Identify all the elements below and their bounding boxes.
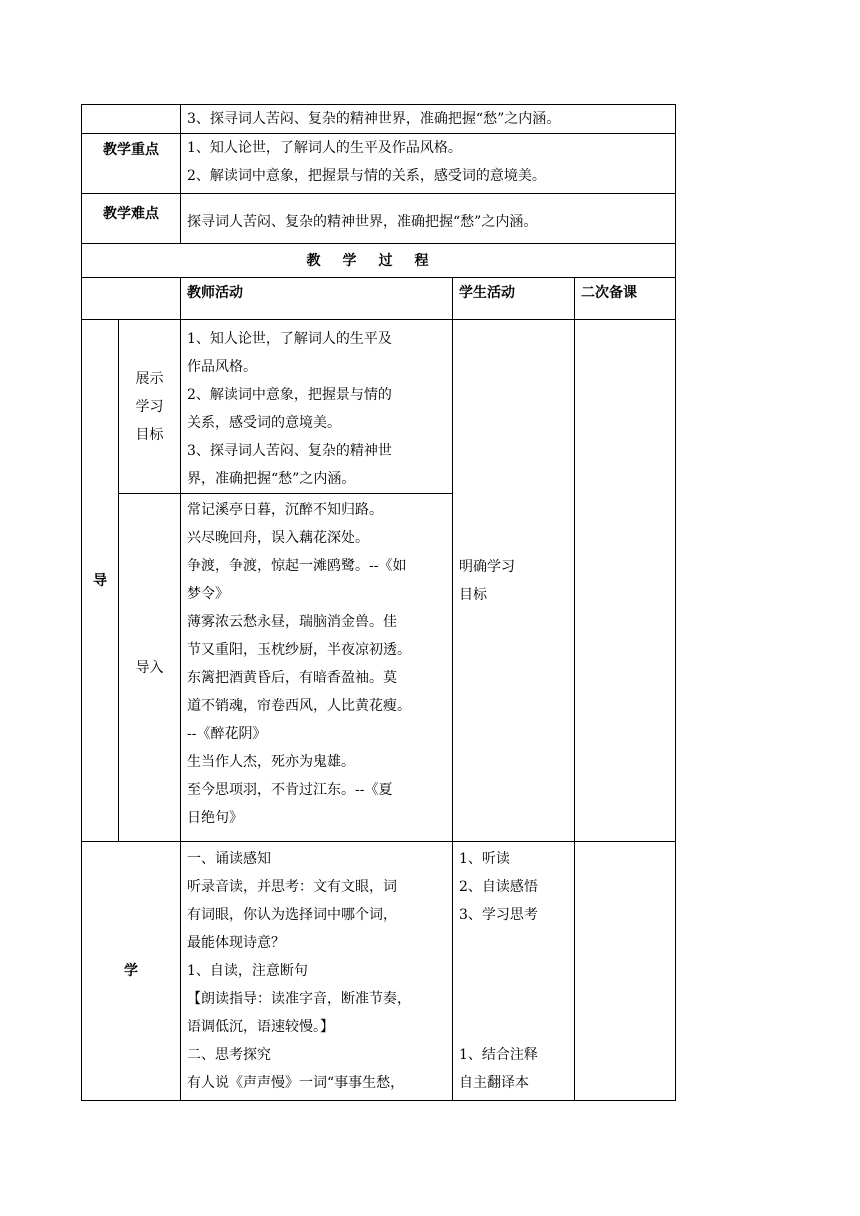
teacher-activity-line: 有人说《声声慢》一词“事事生愁， xyxy=(187,1075,405,1091)
dao-student-cell xyxy=(453,320,575,842)
show-objectives-label xyxy=(119,320,181,494)
student-activity-line: 明确学习 xyxy=(459,558,515,575)
objective-3-cell xyxy=(181,105,676,134)
student-activity-spacer xyxy=(459,929,568,1041)
show-objectives-line: 学习 xyxy=(135,398,164,415)
student-activity-line: 1、听读 xyxy=(459,851,510,867)
poem-line: 节又重阳，玉枕纱厨，半夜凉初透。 xyxy=(187,642,411,658)
teacher-activity-line: 1、自读，注意断句 xyxy=(187,963,308,979)
key-points-label: 教学重点 xyxy=(82,134,181,194)
teacher-activity-line: 【朗读指导：读准字音，断准节奏， xyxy=(187,991,411,1007)
dao-prep-cell xyxy=(575,320,676,842)
xue-prep-cell xyxy=(575,842,676,1101)
difficulty-text: 探寻词人苦闷、复杂的精神世界，准确把握“愁”之内涵。 xyxy=(187,213,538,230)
objective-line: 3、探寻词人苦闷、复杂的精神世 xyxy=(187,443,392,459)
difficulty-cell xyxy=(181,194,676,244)
teacher-activity-header: 教师活动 xyxy=(181,278,453,320)
key-points-cell xyxy=(181,134,676,194)
poem-line: 至今思项羽，不肯过江东。--《夏 xyxy=(187,782,393,798)
lesson-plan-table xyxy=(81,104,676,1101)
intro-poems-cell xyxy=(181,494,453,842)
poem-line: 常记溪亭日暮，沉醉不知归路。 xyxy=(187,502,383,518)
student-activity-line: 自主翻译本 xyxy=(459,1075,529,1091)
teacher-activity-line: 听录音读，并思考：文有文眼，词 xyxy=(187,879,397,895)
objectives-teacher-cell xyxy=(181,320,453,494)
poem-line: 兴尽晚回舟，误入藕花深处。 xyxy=(187,530,369,546)
xue-teacher-cell xyxy=(181,842,453,1101)
teacher-activity-line: 最能体现诗意？ xyxy=(187,935,285,951)
poem-line: 道不销魂，帘卷西风，人比黄花瘦。 xyxy=(187,698,411,714)
objective-line: 关系，感受词的意境美。 xyxy=(187,415,341,431)
objective-line: 2、解读词中意象，把握景与情的 xyxy=(187,387,392,403)
section-xue-label: 学 xyxy=(82,842,181,1101)
student-activity-line: 目标 xyxy=(459,586,487,603)
difficulty-label: 教学难点 xyxy=(82,194,181,244)
teacher-activity-line: 有词眼，你认为选择词中哪个词， xyxy=(187,907,397,923)
objective-line: 1、知人论世，了解词人的生平及 xyxy=(187,331,392,347)
poem-line: 生当作人杰，死亦为鬼雄。 xyxy=(187,754,355,770)
poem-line: 薄雾浓云愁永昼，瑞脑消金兽。佳 xyxy=(187,614,397,630)
poem-line: 梦令》 xyxy=(187,586,229,602)
show-objectives-line: 展示 xyxy=(135,370,164,387)
section-dao-label: 导 xyxy=(82,320,119,842)
teacher-activity-line: 二、思考探究 xyxy=(187,1047,271,1063)
student-activity-line: 2、自读感悟 xyxy=(459,879,538,895)
poem-line: --《醉花阴》 xyxy=(187,726,267,742)
poem-line: 争渡，争渡，惊起一滩鸥鹭。--《如 xyxy=(187,558,407,574)
xue-student-cell xyxy=(453,842,575,1101)
show-objectives-line: 目标 xyxy=(135,426,164,443)
poem-line: 东篱把酒黄昏后，有暗香盈袖。莫 xyxy=(187,670,397,686)
intro-label: 导入 xyxy=(119,494,181,842)
process-title: 教学过程 xyxy=(82,244,676,278)
objective-line: 界，准确把握“愁”之内涵。 xyxy=(187,471,356,487)
key-point-line: 2、解读词中意象，把握景与情的关系，感受词的意境美。 xyxy=(187,168,546,184)
teacher-activity-line: 一、诵读感知 xyxy=(187,851,271,867)
objective-line: 作品风格。 xyxy=(187,359,257,375)
teacher-activity-line: 语调低沉，语速较慢。】 xyxy=(187,1019,334,1035)
objective-3-text: 3、探寻词人苦闷、复杂的精神世界，准确把握“愁”之内涵。 xyxy=(187,111,561,127)
student-activity-line: 1、结合注释 xyxy=(459,1047,538,1063)
key-point-line: 1、知人论世，了解词人的生平及作品风格。 xyxy=(187,140,462,156)
blank-label-cell xyxy=(82,105,181,134)
student-activity-line: 3、学习思考 xyxy=(459,907,538,923)
poem-line: 日绝句》 xyxy=(187,810,243,826)
second-prep-header: 二次备课 xyxy=(575,278,676,320)
student-activity-header: 学生活动 xyxy=(453,278,575,320)
blank-header-cell xyxy=(82,278,181,320)
